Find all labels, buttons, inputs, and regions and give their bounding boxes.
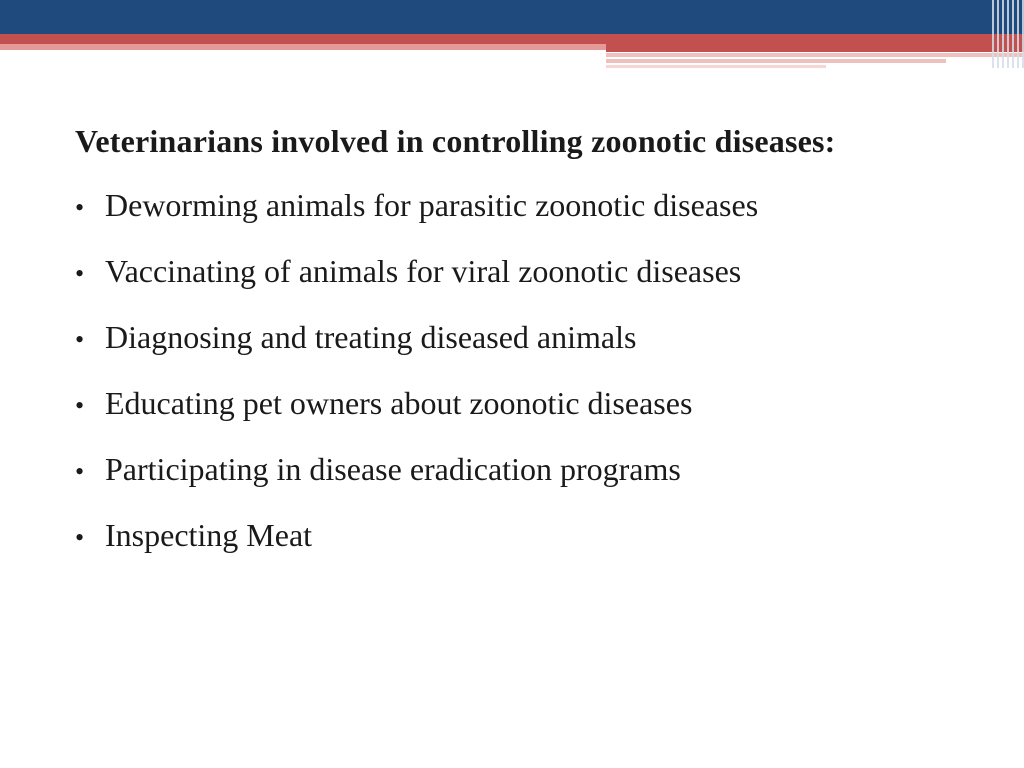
bullet-text: Diagnosing and treating diseased animals [105,319,637,355]
header-blue-band [0,0,1024,34]
bullet-dot-icon: • [75,457,85,486]
bullet-dot-icon: • [75,193,85,222]
bullet-dot-icon: • [75,523,85,552]
bullet-item [75,370,975,436]
bullet-item [75,172,975,238]
bullet-text: Vaccinating of animals for viral zoonotic diseases [105,253,742,289]
header-pink-band-1 [606,53,1024,57]
header-pink-band-2 [606,59,946,63]
bullet-dot-icon: • [75,325,85,354]
bullet-dot-icon: • [75,391,85,420]
header-red-lower-band [606,44,1024,52]
bullet-item [75,436,975,502]
bullet-dot-icon: • [75,259,85,288]
bullet-list [75,172,975,568]
bullet-text: Participating in disease eradication programs [105,451,681,487]
bullet-text: Deworming animals for parasitic zoonotic diseases [105,187,759,223]
bullet-item [75,304,975,370]
bullet-text: Educating pet owners about zoonotic diseases [105,385,693,421]
slide-heading: Veterinarians involved in controlling zoonotic diseases: [75,123,836,159]
header-pink-band-3 [606,65,826,68]
bullet-item [75,238,975,304]
header-vertical-stripes [990,0,1024,68]
bullet-text: Inspecting Meat [105,517,313,553]
header-red-light-band [0,44,608,50]
header-red-band [0,34,1024,44]
slide-content [75,110,975,568]
bullet-item [75,502,975,568]
